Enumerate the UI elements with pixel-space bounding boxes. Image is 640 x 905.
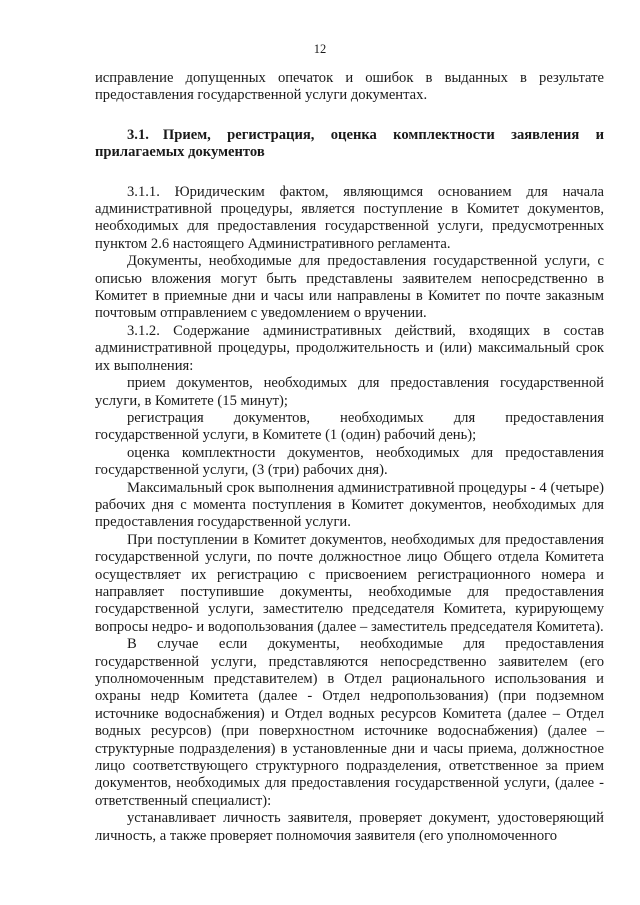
paragraph-mail-receipt: При поступлении в Комитет документов, необходимых для предоставления государственной услуги, по почте должностное лицо Общего отдела Комитета осуществляет их регистрацию с присвоением регистрационного номера и направляет поступившие документы, необходимые для предоставления государственной услуги, заместителю председателя Комитета, курирующему вопросы недро- и водопользования (далее – заместитель председателя Комитета). [95,531,604,635]
paragraph-3-1-1: 3.1.1. Юридическим фактом, являющимся основанием для начала административной процедуры, является поступление в Комитет документов, необходимых для предоставления государственной услуги, предусмотренных пунктом 2.6 настоящего Административного регламента. [95,183,604,252]
section-heading [95,127,604,162]
paragraph-identity-check: устанавливает личность заявителя, проверяет документ, удостоверяющий личность, а также проверяет полномочия заявителя (его уполномоченного [95,810,604,844]
page-body [95,70,604,845]
section-number: 3.1. [127,126,149,143]
paragraph-direct-submission: В случае если документы, необходимые для предоставления государственной услуги, представляются непосредственно заявителем (его уполномоченным представителем) в Отдел рационального использования и охраны недр Комитета (далее - Отдел недропользования) (при подземном источнике водоснабжения) и Отдел водных ресурсов Комитета (далее – Отдел водных ресурсов) (при поверхностном источнике водоснабжения) (далее – структурные подразделения) в установленные дни и часы приема, должностное лицо соответствующего структурного подразделения, ответственное за прием документов, необходимых для предоставления государственной услуги, (далее - ответственный специалист): [95,636,604,809]
paragraph-assessment: оценка комплектности документов, необходимых для предоставления государственной услуги, (3 (три) рабочих дня). [95,444,604,479]
paragraph-max-term: Максимальный срок выполнения административной процедуры - 4 (четыре) рабочих дня с момента поступления в Комитет документов, необходимых для предоставления государственной услуги. [95,479,604,531]
paragraph-documents-submission: Документы, необходимые для предоставления государственной услуги, с описью вложения могут быть представлены заявителем непосредственно в Комитет в приемные дни и часы или направлены в Комитет по почте заказным почтовым отправлением с уведомлением о вручении. [95,253,604,322]
paragraph-registration: регистрация документов, необходимых для предоставления государственной услуги, в Комитете (1 (один) рабочий день); [95,409,604,444]
intro-paragraph: исправление допущенных опечаток и ошибок в выданных в результате предоставления государственной услуги документах. [95,70,604,104]
section-title: Прием, регистрация, оценка комплектности заявления и прилагаемых документов [95,126,604,161]
page-number: 12 [313,42,327,56]
paragraph-3-1-2: 3.1.2. Содержание административных действий, входящих в состав административной процедуры, продолжительность и (или) максимальный срок их выполнения: [95,322,604,374]
paragraph-reception: прием документов, необходимых для предоставления государственной услуги, в Комитете (15 минут); [95,375,604,409]
